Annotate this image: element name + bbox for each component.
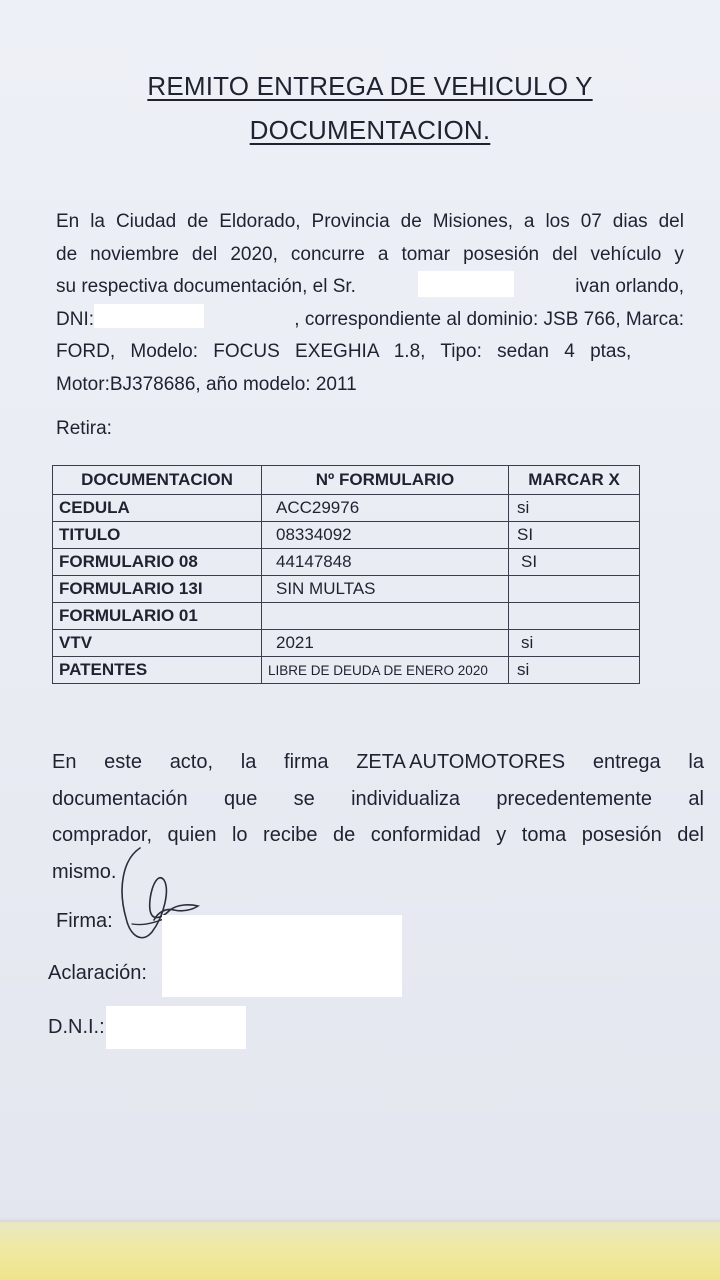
table-row <box>53 603 640 630</box>
yellow-folder-background <box>0 1222 720 1280</box>
closing-line-4: mismo. <box>52 860 117 883</box>
doc-cell: CEDULA <box>53 495 262 522</box>
intro-line-4: DNI: , correspondiente al dominio: JSB 766, Marca: <box>56 304 684 337</box>
intro-line-1: En la Ciudad de Eldorado, Provincia de Misiones, a los 07 dias del <box>56 211 684 232</box>
table-row <box>53 657 640 684</box>
header-marcar: MARCAR X <box>509 466 640 495</box>
table-row <box>53 522 640 549</box>
table-row <box>53 576 640 603</box>
mark-cell: si <box>509 630 640 657</box>
table-row <box>53 549 640 576</box>
mark-cell: si <box>509 657 640 684</box>
redacted-surname <box>418 271 514 297</box>
form-cell: 08334092 <box>262 522 509 549</box>
header-formulario: Nº FORMULARIO <box>262 466 509 495</box>
form-cell: 2021 <box>262 630 509 657</box>
form-cell: 44147848 <box>262 549 509 576</box>
mark-cell: SI <box>509 522 640 549</box>
intro-line-5: FORD, Modelo: FOCUS EXEGHIA 1.8, Tipo: sedan 4 ptas, <box>56 341 632 362</box>
intro-line-2: de noviembre del 2020, concurre a tomar posesión del vehículo y <box>56 243 684 265</box>
table-row <box>53 495 640 522</box>
documentation-table <box>52 465 640 684</box>
doc-cell: FORMULARIO 13I <box>53 576 262 603</box>
aclaracion-label: Aclaración: <box>48 962 147 984</box>
form-cell <box>262 603 509 630</box>
dni-label: D.N.I.: <box>48 1016 105 1038</box>
doc-cell: TITULO <box>53 522 262 549</box>
title-line-1: REMITO ENTREGA DE VEHICULO Y <box>147 71 593 101</box>
intro-line-6: Motor:BJ378686, año modelo: 2011 <box>56 373 357 395</box>
table-header-row <box>53 466 640 495</box>
closing-line-1: En este acto, la firma ZETA AUTOMOTORES entrega la <box>52 751 704 773</box>
redacted-dni-box <box>106 1006 246 1049</box>
firma-label: Firma: <box>56 910 113 932</box>
mark-cell: SI <box>509 549 640 576</box>
retira-label: Retira: <box>56 418 112 439</box>
doc-cell: FORMULARIO 08 <box>53 549 262 576</box>
form-cell: LIBRE DE DEUDA DE ENERO 2020 <box>262 657 509 684</box>
form-cell: SIN MULTAS <box>262 576 509 603</box>
table-row <box>53 630 640 657</box>
mark-cell <box>509 603 640 630</box>
document-title <box>100 64 640 152</box>
mark-cell: si <box>509 495 640 522</box>
doc-cell: PATENTES <box>53 657 262 684</box>
title-line-2: DOCUMENTACION. <box>249 115 491 145</box>
intro-line-3: su respectiva documentación, el Sr. ivan orlando, <box>56 271 684 304</box>
closing-line-3: comprador, quien lo recibe de conformidad y toma posesión del <box>52 824 704 846</box>
redacted-name-box <box>162 915 402 997</box>
header-documentacion: DOCUMENTACION <box>53 466 262 495</box>
closing-line-2: documentación que se individualiza precedentemente al <box>52 787 704 810</box>
intro-paragraph <box>56 206 684 401</box>
form-cell: ACC29976 <box>262 495 509 522</box>
doc-cell: FORMULARIO 01 <box>53 603 262 630</box>
redacted-dni <box>94 304 204 328</box>
doc-cell: VTV <box>53 630 262 657</box>
mark-cell <box>509 576 640 603</box>
